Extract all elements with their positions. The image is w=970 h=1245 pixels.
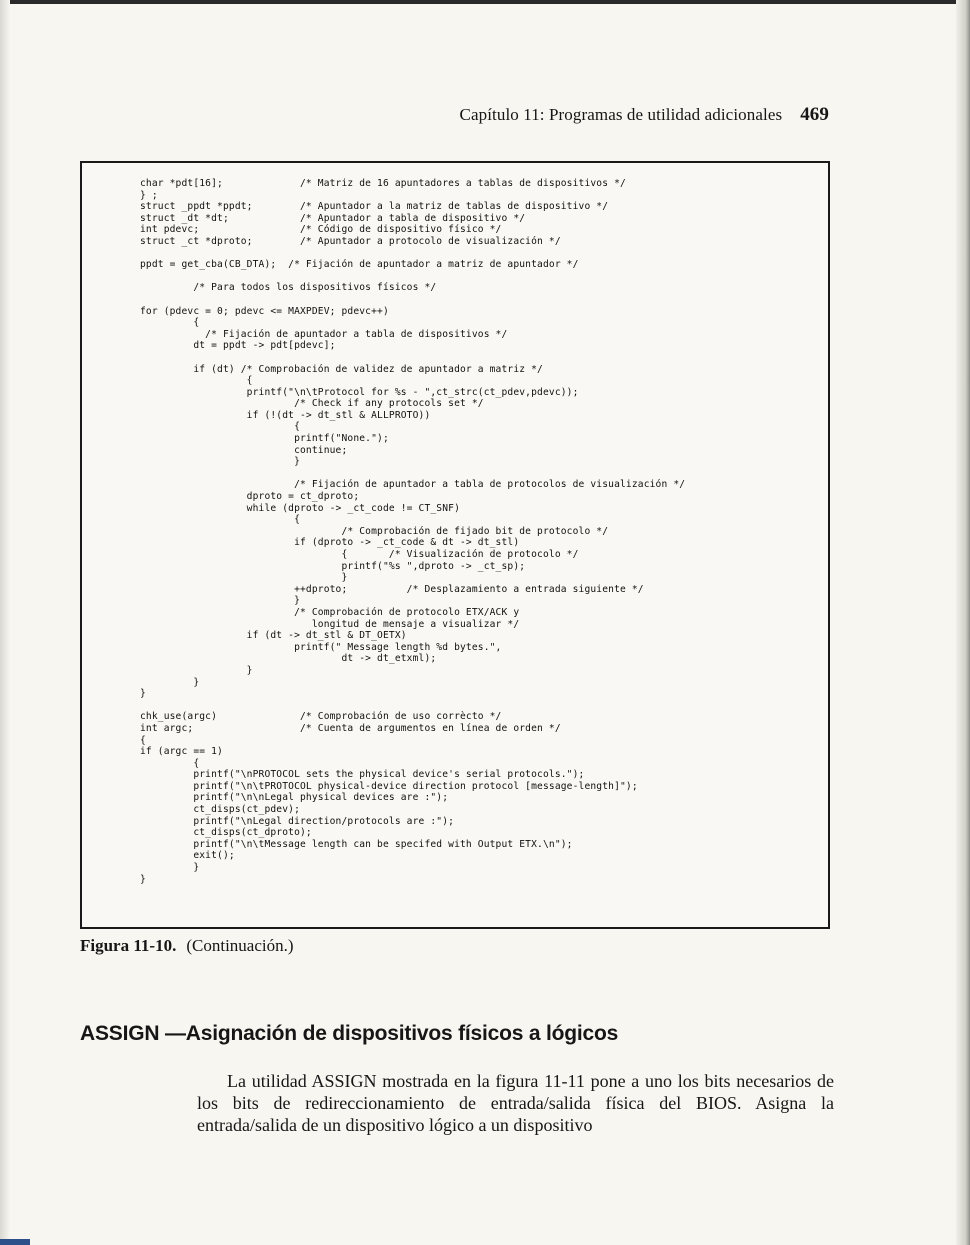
code-line: printf("\n\tProtocol for %s - ",ct_strc(ct_pdev,pdevc)); xyxy=(140,386,579,398)
code-line: for (pdevc = 0; pdevc <= MAXPDEV; pdevc++) xyxy=(140,305,389,317)
code-line: while (dproto -> _ct_code != CT_SNF) xyxy=(140,502,460,514)
code-line: struct _ppdt *ppdt; /* Apuntador a la matriz de tablas de dispositivo */ xyxy=(140,201,609,213)
code-line: /* Comprobación de protocolo ETX/ACK y xyxy=(140,606,520,618)
code-listing-frame xyxy=(80,161,830,929)
code-line: longitud de mensaje a visualizar */ xyxy=(140,618,520,630)
code-line: } xyxy=(140,572,348,584)
scan-corner-mark xyxy=(0,1239,30,1245)
code-line: printf("None."); xyxy=(140,433,389,445)
code-line: if (argc == 1) xyxy=(140,746,223,758)
body-text xyxy=(197,1070,834,1136)
code-line: char *pdt[16]; /* Matriz de 16 apuntadores a tablas de dispositivos */ xyxy=(140,178,626,189)
code-line: printf("%s ",dproto -> _ct_sp); xyxy=(140,560,526,572)
page-number: 469 xyxy=(800,104,829,125)
figure-caption xyxy=(80,936,294,956)
code-line: printf("\n\nLegal physical devices are :"); xyxy=(140,792,449,804)
code-line: chk_use(argc) /* Comprobación de uso corrècto */ xyxy=(140,711,502,723)
code-line: printf("\nLegal direction/protocols are :"); xyxy=(140,815,455,827)
code-line: printf("\n\tMessage length can be specifed with Output ETX.\n"); xyxy=(140,838,573,850)
section-heading: ASSIGN —Asignación de dispositivos físicos a lógicos xyxy=(80,1022,619,1045)
code-line: int pdevc; /* Código de dispositivo físico */ xyxy=(140,224,502,236)
code-line: ct_disps(ct_pdev); xyxy=(140,804,300,816)
code-listing xyxy=(140,178,685,885)
code-line: /* Comprobación de fijado bit de protocolo */ xyxy=(140,525,609,537)
chapter-title: Capítulo 11: Programas de utilidad adicionales xyxy=(459,105,783,124)
code-line: { xyxy=(140,421,300,433)
code-line: struct _dt *dt; /* Apuntador a tabla de dispositivo */ xyxy=(140,212,526,224)
page-right-edge xyxy=(956,0,970,1245)
code-line: ++dproto; /* Desplazamiento a entrada siguiente */ xyxy=(140,583,644,595)
code-line: } xyxy=(140,688,146,700)
code-line: } xyxy=(140,595,300,607)
code-line: { xyxy=(140,317,200,329)
code-line: { xyxy=(140,757,200,769)
code-line: continue; xyxy=(140,444,348,456)
code-line: dt = ppdt -> pdt[pdevc]; xyxy=(140,340,336,352)
code-line: exit(); xyxy=(140,850,235,862)
body-paragraph: La utilidad ASSIGN mostrada en la figura 11-11 pone a uno los bits necesarios de los bits de redireccionamiento de entrada/salida física del BIOS. Asigna la entrada/salida de un dispositivo lógico a un dispositivo xyxy=(197,1071,834,1135)
code-line: printf(" Message length %d bytes.", xyxy=(140,641,502,653)
code-line: if (dt) /* Comprobación de validez de apuntador a matriz */ xyxy=(140,363,543,375)
code-line: dproto = ct_dproto; xyxy=(140,491,360,503)
code-line: { xyxy=(140,734,146,746)
code-line: } xyxy=(140,676,200,688)
figure-label: Figura 11-10. xyxy=(80,936,177,955)
code-line: } xyxy=(140,664,253,676)
code-line: } ; xyxy=(140,189,158,201)
scan-top-edge xyxy=(0,0,970,4)
code-line: /* Fijación de apuntador a tabla de protocolos de visualización */ xyxy=(140,479,686,491)
code-line: /* Para todos los dispositivos físicos */ xyxy=(140,282,437,294)
running-header xyxy=(0,104,829,126)
code-line: /* Check if any protocols set */ xyxy=(140,398,484,410)
code-line: int argc; /* Cuenta de argumentos en línea de orden */ xyxy=(140,722,561,734)
page-gutter-shadow xyxy=(0,0,10,1245)
code-line: { xyxy=(140,375,253,387)
code-line: struct _ct *dproto; /* Apuntador a protocolo de visualización */ xyxy=(140,235,561,247)
code-line: if (!(dt -> dt_stl & ALLPROTO)) xyxy=(140,409,431,421)
code-line: { xyxy=(140,514,300,526)
figure-caption-text: (Continuación.) xyxy=(186,936,294,955)
code-line: /* Fijación de apuntador a tabla de dispositivos */ xyxy=(140,328,508,340)
code-line: printf("\nPROTOCOL sets the physical device's serial protocols."); xyxy=(140,769,585,781)
code-line: } xyxy=(140,862,200,874)
code-line: } xyxy=(140,873,146,885)
code-line: } xyxy=(140,456,300,468)
code-line: { /* Visualización de protocolo */ xyxy=(140,549,579,560)
code-line: printf("\n\tPROTOCOL physical-device direction protocol [message-length]"); xyxy=(140,780,638,792)
code-line: ppdt = get_cba(CB_DTA); /* Fijación de apuntador a matriz de apuntador */ xyxy=(140,259,579,271)
code-line: ct_disps(ct_dproto); xyxy=(140,827,312,839)
code-line: dt -> dt_etxml); xyxy=(140,653,437,665)
code-line: if (dt -> dt_stl & DT_OETX) xyxy=(140,630,407,642)
code-line: if (dproto -> _ct_code & dt -> dt_stl) xyxy=(140,537,520,549)
